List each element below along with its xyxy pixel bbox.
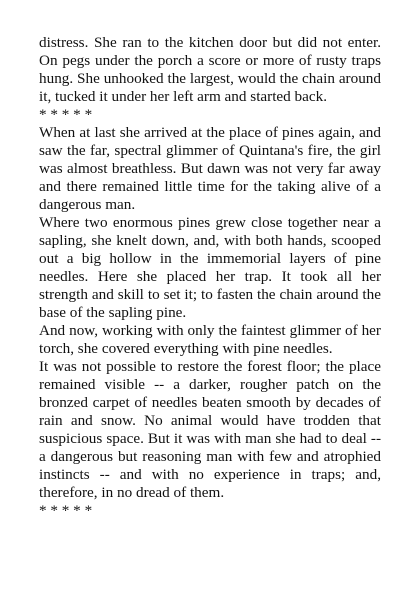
page-text [39,34,381,520]
section-separator: * * * * * [39,106,93,123]
section-separator: * * * * * [39,502,93,519]
paragraph: Where two enormous pines grew close together near a sapling, she knelt down, and, with both hands, scooped out a big hollow in the immemorial layers of pine needles. Here she placed her trap. It took all her strength and skill to set it; to fasten the chain around the base of the sapling pine. [39,214,381,321]
paragraph: It was not possible to restore the forest floor; the place remained visible -- a darker, rougher patch on the bronzed carpet of needles beaten smooth by decades of rain and snow. No animal would have trodden that suspicious space. But it was with man she had to deal -- a dangerous but reasoning man with few and atrophied instincts -- and with no experience in traps; and, therefore, in no dread of them. [39,358,381,501]
paragraph: When at last she arrived at the place of pines again, and saw the far, spectral glimmer of Quintana's fire, the girl was almost breathless. But dawn was not very far away and there remained little time for the taking alive of a dangerous man. [39,124,381,213]
paragraph: And now, working with only the faintest glimmer of her torch, she covered everything with pine needles. [39,322,381,357]
paragraph: distress. She ran to the kitchen door but did not enter. On pegs under the porch a score or more of rusty traps hung. She unhooked the largest, would the chain around it, tucked it under her left arm and started back. [39,34,381,105]
